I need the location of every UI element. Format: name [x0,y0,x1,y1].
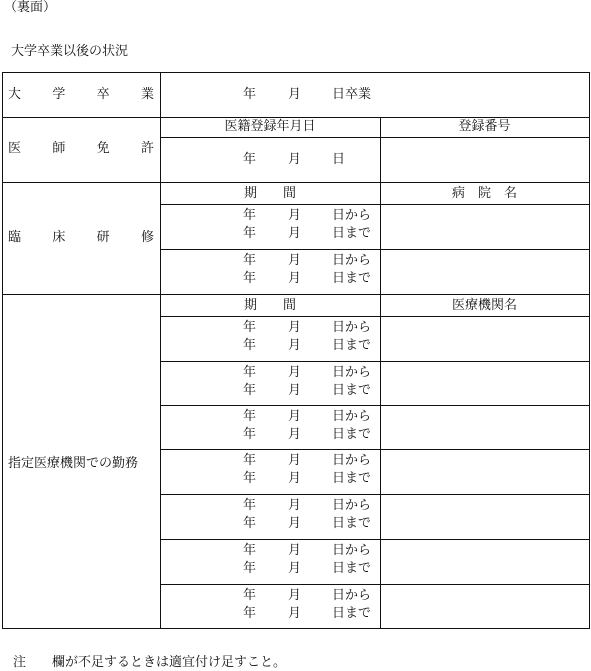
note-text: 欄が不足するときは適宜付け足すこと。 [52,655,287,670]
section-title: 大学卒業以後の状況 [11,44,129,59]
license-header-line [160,137,589,138]
table-border-right [589,72,590,629]
date-day-label: 日卒業 [332,87,372,102]
date-month-label: 月 [288,383,302,398]
designated-entry-to [243,471,393,487]
section-separator [2,182,589,183]
designated-entry-from [243,588,393,604]
date-day-label: 日から [332,498,372,513]
date-year-label: 年 [243,453,257,468]
license-label [8,141,154,157]
date-month-label: 月 [288,516,302,531]
table-border-left [2,72,3,628]
date-month-label: 月 [288,453,302,468]
graduation-date [243,87,393,103]
date-day-label: 日から [332,543,372,558]
designated-entry-line [160,405,589,406]
graduation-label-char: 卒 [96,87,110,102]
date-month-label: 月 [288,253,302,268]
date-year-label: 年 [243,561,257,576]
date-year-label: 年 [243,152,257,167]
residency-entry-to [243,271,393,287]
designated-entry-to [243,516,393,532]
date-month-label: 月 [288,543,302,558]
residency-entry-from [243,208,393,224]
date-month-label: 月 [288,588,302,603]
graduation-label-char: 学 [52,87,66,102]
date-day-label: 日まで [332,606,372,621]
date-month-label: 月 [288,271,302,286]
designated-col2-header: 医療機関名 [451,298,517,313]
designated-entry-from [243,320,393,336]
date-month-label: 月 [288,561,302,576]
date-year-label: 年 [243,409,257,424]
designated-entry-from [243,409,393,425]
date-day-label: 日から [332,320,372,335]
date-year-label: 年 [243,383,257,398]
date-day-label: 日まで [332,226,372,241]
date-day-label: 日まで [332,383,372,398]
date-year-label: 年 [243,365,257,380]
graduation-label-char: 大 [8,87,22,102]
date-month-label: 月 [288,208,302,223]
date-month-label: 月 [288,427,302,442]
date-year-label: 年 [243,208,257,223]
date-year-label: 年 [243,606,257,621]
graduation-label [8,87,154,103]
designated-label: 指定医療機関での勤務 [8,456,139,471]
date-year-label: 年 [243,588,257,603]
date-month-label: 月 [288,320,302,335]
designated-entry-to [243,383,393,399]
table-border-bottom [2,628,589,629]
license-label-char: 許 [140,141,154,156]
date-year-label: 年 [243,271,257,286]
date-day-label: 日から [332,253,372,268]
designated-entry-line [160,361,589,362]
date-year-label: 年 [243,338,257,353]
residency-label-char: 修 [140,230,154,245]
date-year-label: 年 [243,516,257,531]
residency-label-char: 床 [52,230,66,245]
date-day-label: 日まで [332,516,372,531]
designated-entry-to [243,561,393,577]
residency-entry-to [243,226,393,242]
section-separator [2,294,589,295]
license-label-char: 免 [96,141,110,156]
designated-entry-from [243,543,393,559]
designated-entry-to [243,606,393,622]
date-day-label: 日まで [332,561,372,576]
date-year-label: 年 [243,87,257,102]
date-month-label: 月 [288,365,302,380]
date-year-label: 年 [243,320,257,335]
designated-entry-line [160,449,589,450]
date-year-label: 年 [243,427,257,442]
section-separator [2,117,589,118]
date-day-label: 日まで [332,271,372,286]
designated-entry-from [243,498,393,514]
date-month-label: 月 [288,87,302,102]
designated-entry-to [243,427,393,443]
date-month-label: 月 [288,498,302,513]
date-month-label: 月 [288,226,302,241]
designated-entry-line [160,539,589,540]
date-day-label: 日から [332,365,372,380]
date-month-label: 月 [288,606,302,621]
license-col2-header: 登録番号 [458,119,511,134]
note-mark: 注 [13,655,27,670]
designated-header-line [160,316,589,317]
designated-col1-header: 期 間 [243,298,296,313]
license-label-char: 師 [52,141,66,156]
date-month-label: 月 [288,471,302,486]
date-year-label: 年 [243,253,257,268]
date-year-label: 年 [243,471,257,486]
designated-entry-from [243,365,393,381]
date-day-label: 日まで [332,338,372,353]
date-month-label: 月 [288,338,302,353]
page-heading: （裏面） [4,0,57,15]
date-day-label: 日から [332,453,372,468]
residency-label [8,230,154,246]
residency-label-char: 臨 [8,230,22,245]
date-day-label: 日まで [332,427,372,442]
residency-entry-line [160,249,589,250]
license-date [243,152,393,168]
date-year-label: 年 [243,498,257,513]
table-divider-label [160,72,161,628]
designated-entry-line [160,494,589,495]
date-day-label: 日から [332,588,372,603]
designated-entry-to [243,338,393,354]
date-month-label: 月 [288,409,302,424]
date-day-label: 日から [332,409,372,424]
license-col1-header: 医籍登録年月日 [224,119,316,134]
residency-label-char: 研 [96,230,110,245]
date-day-label: 日まで [332,471,372,486]
residency-header-line [160,204,589,205]
license-label-char: 医 [8,141,22,156]
date-year-label: 年 [243,226,257,241]
residency-col2-header: 病 院 名 [451,186,517,201]
designated-entry-from [243,453,393,469]
date-day-label: 日 [332,152,346,167]
designated-entry-line [160,584,589,585]
table-border-top [2,72,589,73]
date-month-label: 月 [288,152,302,167]
date-year-label: 年 [243,543,257,558]
residency-entry-from [243,253,393,269]
date-day-label: 日から [332,208,372,223]
graduation-label-char: 業 [140,87,154,102]
residency-col1-header: 期 間 [243,186,296,201]
